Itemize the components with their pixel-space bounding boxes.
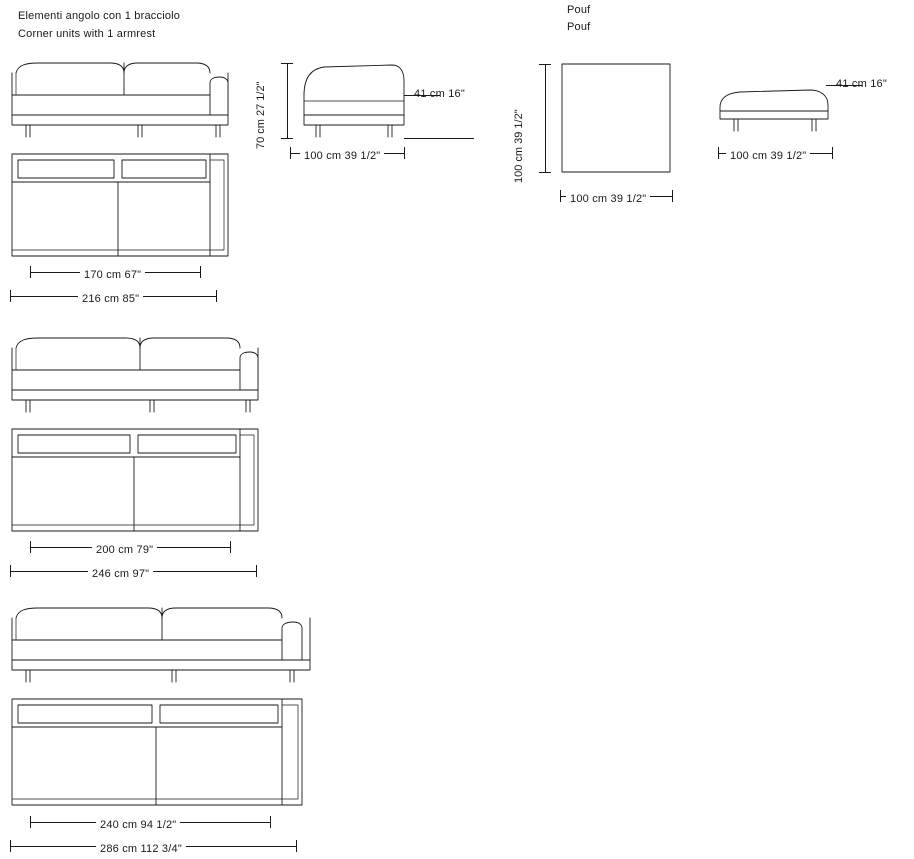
dim-line-pouf-depth — [545, 64, 546, 172]
dim-tick — [10, 565, 11, 577]
dim-tick — [539, 64, 551, 65]
dim-line-70-vertical — [287, 63, 288, 138]
sofa-plan-view-icon — [10, 695, 312, 810]
sofa-front-view-icon — [10, 330, 272, 415]
pouf-plan-view-icon — [560, 62, 672, 174]
dim-246: 246 cm 97" — [88, 568, 153, 581]
dim-tick — [216, 290, 217, 302]
dim-170: 170 cm 67" — [80, 269, 145, 282]
sofa-plan-view-icon — [10, 150, 242, 260]
dim-tick — [30, 541, 31, 553]
dim-tick — [200, 266, 201, 278]
sofa-front-view-icon — [10, 600, 312, 685]
pouf-title-english: Pouf — [567, 21, 591, 33]
dim-200: 200 cm 79" — [92, 544, 157, 557]
dim-tick — [30, 266, 31, 278]
dim-216: 216 cm 85" — [78, 293, 143, 306]
dim-41-seat-height: 41 cm 16" — [414, 88, 465, 100]
dim-pouf-side-width: 100 cm 39 1/2" — [726, 150, 810, 163]
dim-tick — [560, 190, 561, 202]
dim-tick — [718, 147, 719, 159]
dim-pouf-height: 41 cm 16" — [836, 78, 887, 90]
dim-tick — [832, 147, 833, 159]
dim-100-depth: 100 cm 39 1/2" — [300, 150, 384, 163]
sofa-plan-view-icon — [10, 425, 272, 535]
dim-pouf-depth: 100 cm 39 1/2" — [513, 109, 525, 183]
dim-286: 286 cm 112 3/4" — [96, 843, 186, 856]
dim-tick — [230, 541, 231, 553]
sofa-front-view-icon — [10, 55, 242, 140]
dim-tick — [672, 190, 673, 202]
dim-tick — [30, 816, 31, 828]
dim-tick — [539, 172, 551, 173]
dim-tick — [256, 565, 257, 577]
dim-240: 240 cm 94 1/2" — [96, 819, 180, 832]
dim-tick — [296, 840, 297, 852]
dim-tick — [281, 63, 293, 64]
dim-tick — [10, 840, 11, 852]
sofa-side-view-icon — [300, 55, 410, 140]
title-english: Corner units with 1 armrest — [18, 28, 156, 40]
dim-tick — [290, 147, 291, 159]
dim-pouf-width: 100 cm 39 1/2" — [566, 193, 650, 206]
pouf-side-view-icon — [718, 85, 832, 140]
dim-tick — [404, 147, 405, 159]
dim-tick — [281, 138, 293, 139]
dim-tick — [10, 290, 11, 302]
title-italian: Elementi angolo con 1 bracciolo — [18, 10, 181, 22]
dim-tick — [270, 816, 271, 828]
pouf-title-italian: Pouf — [567, 4, 591, 16]
dim-70-height: 70 cm 27 1/2" — [255, 81, 267, 149]
dim-leader-41-base — [404, 138, 474, 139]
